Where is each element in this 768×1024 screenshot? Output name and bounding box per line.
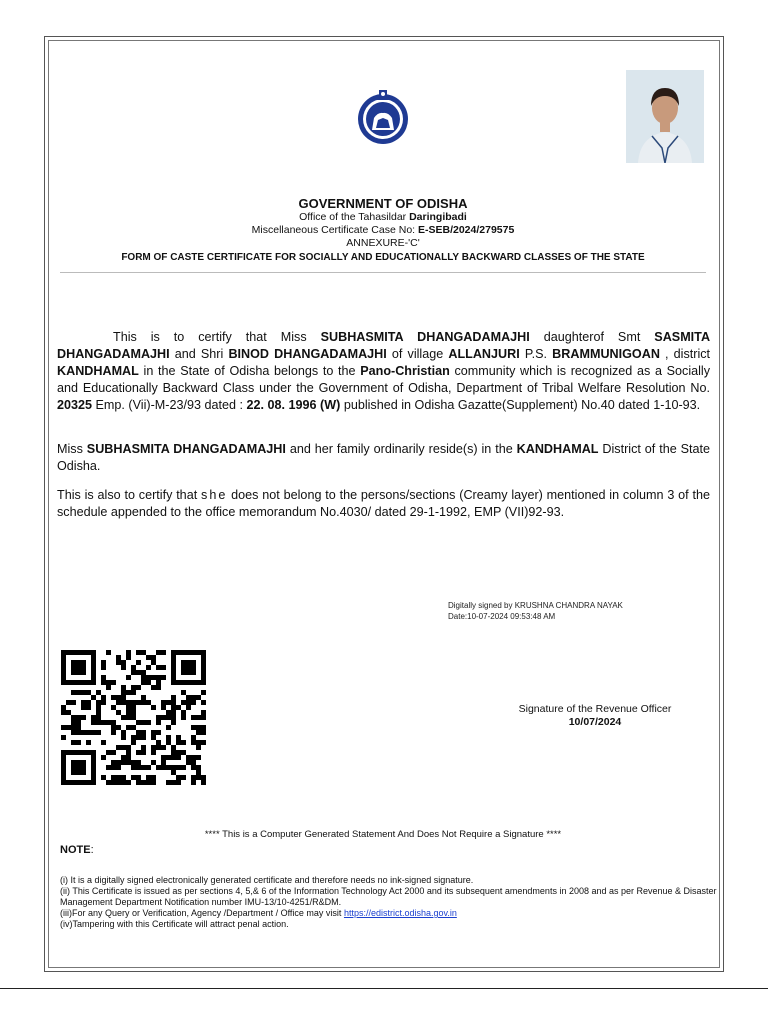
district-name: KANDHAMAL [57, 364, 139, 378]
note-item: (iv)Tampering with this Certificate will attract penal action. [60, 919, 289, 929]
annexure-label: ANNEXURE-'C' [346, 237, 420, 249]
office-name: Daringibadi [409, 211, 467, 223]
qr-code-icon [61, 650, 206, 785]
residence-district: KANDHAMAL [516, 442, 599, 456]
digital-signature-stamp [448, 600, 623, 622]
police-station-name: BRAMMUNIGOAN [552, 347, 660, 361]
mother-name: SASMITA DHANGADAMAJHI [57, 330, 711, 361]
certificate-paragraph-2: Miss SUBHASMITA DHANGADAMAJHI and her family ordinarily reside(s) in the KANDHAMAL District of the State Odisha. [57, 442, 711, 473]
digitally-signed-by: Digitally signed by KRUSHNA CHANDRA NAYAK [448, 601, 623, 610]
office-line: Office of the Tahasildar Daringibadi [299, 211, 467, 223]
case-number: E-SEB/2024/279575 [418, 224, 515, 236]
odisha-state-emblem-icon [352, 88, 414, 146]
applicant-name: SUBHASMITA DHANGADAMAJHI [320, 330, 530, 344]
revenue-officer-signature-block [470, 703, 720, 729]
community-name: Pano-Christian [360, 364, 450, 378]
signature-label: Signature of the Revenue Officer [518, 703, 672, 715]
note-heading: NOTE: [60, 844, 94, 856]
computer-generated-notice: **** This is a Computer Generated Statement And Does Not Require a Signature **** [204, 829, 562, 840]
note-item: (ii) This Certificate is issued as per sections 4, 5,& 6 of the Information Technology Act 2000 and its subsequent amendments in 2008 and as per Revenue & Disaster Management Department Notification number IMU-13/10-4251/R&DM. [60, 886, 717, 907]
header-divider [60, 272, 706, 273]
applicant-photo [626, 70, 704, 163]
certificate-paragraph-1: This is to certify that Miss SUBHASMITA DHANGADAMAJHI daughterof Smt SASMITA DHANGADAMAJHI and Shri BINOD DHANGADAMAJHI of village ALLANJURI P.S. BRAMMUNIGOAN , district KANDHAMAL in the State of Odisha belongs to the Pano-Christian community which is recognized as a Socially and Educationally Backward Class under the Government of Odisha, Department of Tribal Welfare Resolution No. 20325 Emp. (Vii)-M-23/93 dated : 22. 08. 1996 (W) published in Odisha Gazatte(Supplement) No.40 dated 1-10-93. [57, 330, 711, 412]
resolution-date: 22. 08. 1996 (W) [246, 398, 341, 412]
note-item: (i) It is a digitally signed electronically generated certificate and therefore needs no ink-signed signature. [60, 875, 474, 885]
notes-list [60, 875, 720, 930]
government-title: GOVERNMENT OF ODISHA [298, 196, 468, 211]
applicant-name-2: SUBHASMITA DHANGADAMAJHI [86, 442, 286, 456]
digital-signature-date: Date:10-07-2024 09:53:48 AM [448, 612, 556, 621]
form-title: FORM OF CASTE CERTIFICATE FOR SOCIALLY AND EDUCATIONALLY BACKWARD CLASSES OF THE STATE [121, 252, 645, 263]
certificate-paragraph-3: This is also to certify that she does not belong to the persons/sections (Creamy layer) mentioned in column 3 of the schedule appended to the office memorandum No.4030/ dated 29-1-1992, EMP (VII)92-93. [57, 488, 710, 519]
resolution-number: 20325 [57, 398, 93, 412]
village-name: ALLANJURI [448, 347, 520, 361]
pronoun: she [201, 488, 228, 502]
certificate-header [48, 196, 718, 265]
edistrict-link[interactable]: https://edistrict.odisha.gov.in [343, 908, 457, 918]
signature-date: 10/07/2024 [568, 716, 622, 728]
case-number-line: Miscellaneous Certificate Case No: E-SEB/2024/279575 [251, 224, 515, 236]
page-bottom-rule [0, 988, 768, 989]
note-item: (iii)For any Query or Verification, Agency /Department / Office may visit https://edistrict.odisha.gov.in [60, 908, 457, 918]
father-name: BINOD DHANGADAMAJHI [228, 347, 387, 361]
